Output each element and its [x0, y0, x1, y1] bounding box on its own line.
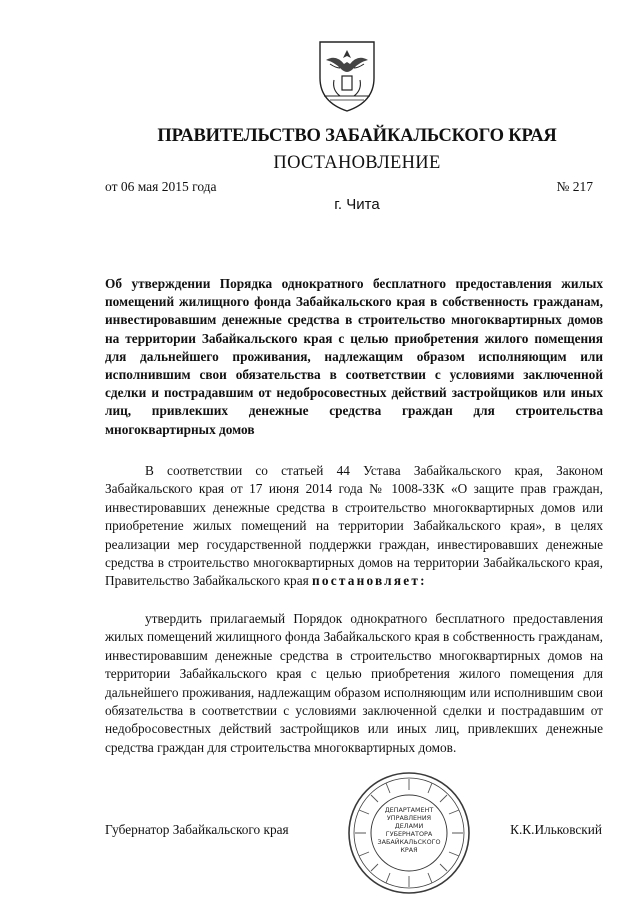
stamp-line: УПРАВЛЕНИЯ — [386, 814, 432, 822]
stamp-line: ДЕПАРТАМЕНТ — [384, 806, 434, 814]
signatory-name: К.К.Ильковский — [510, 822, 602, 837]
resolves-keyword: постановляет: — [312, 573, 427, 589]
stamp-line: ГУБЕРНАТОРА — [385, 830, 433, 838]
stamp-line: КРАЯ — [400, 846, 418, 854]
signatory-position: Губернатор Забайкальского края — [105, 822, 289, 837]
preamble-paragraph — [105, 462, 603, 591]
document-number: № 217 — [556, 179, 593, 194]
organization-name: ПРАВИТЕЛЬСТВО ЗАБАЙКАЛЬСКОГО КРАЯ — [157, 126, 557, 146]
document-date: от 06 мая 2015 года — [105, 179, 217, 194]
document-type: ПОСТАНОВЛЕНИЕ — [273, 153, 441, 173]
official-seal-icon — [346, 770, 472, 896]
stamp-line: ЗАБАЙКАЛЬСКОГО — [377, 838, 441, 846]
document-city: г. Чита — [334, 196, 380, 213]
stamp-line: ДЕЛАМИ — [394, 822, 424, 830]
document-title: Об утверждении Порядка однократного бесплатного предоставления жилых помещений жилищного фонда Забайкальского края в собственность гражданам, инвестировавшим денежные средства в строительство многоквартирных домов на территории Забайкальского края с целью приобретения жилого помещения для дальнейшего проживания, надлежащим образом исполняющим или исполнившим свои обязательства в соответствии с условиями заключенной сделки и пострадавшим от недобросовестных действий застройщиков или иных лиц, привлекших денежные средства граждан для строительства многоквартирных домов — [105, 276, 603, 437]
coat-of-arms-icon — [316, 38, 378, 114]
resolution-paragraph: утвердить прилагаемый Порядок однократного бесплатного предоставления жилых помещений жилищного фонда Забайкальского края в собственность гражданам, инвестировавшим денежные средства в строительство многоквартирных домов на территории Забайкальского края с целью приобретения жилого помещения для дальнейшего проживания, надлежащим образом исполняющим или исполнившим свои обязательства в соответствии с условиями заключенной сделки и пострадавшим от недобросовестных действий застройщиков или иных лиц, привлекших денежные средства граждан для строительства многоквартирных домов. — [105, 611, 603, 755]
preamble-text: В соответствии со статьей 44 Устава Забайкальского края, Законом Забайкальского края от 17 июня 2014 года № 1008-ЗЗК «О защите прав граждан, инвестировавших денежные средства в строительство многоквартирных домов или приобретение жилых помещений на территории Забайкальского края», в целях реализации мер государственной поддержки граждан, инвестировавших денежные средства в строительство многоквартирных домов на территории Забайкальского края, Правительство Забайкальского края — [105, 463, 603, 589]
